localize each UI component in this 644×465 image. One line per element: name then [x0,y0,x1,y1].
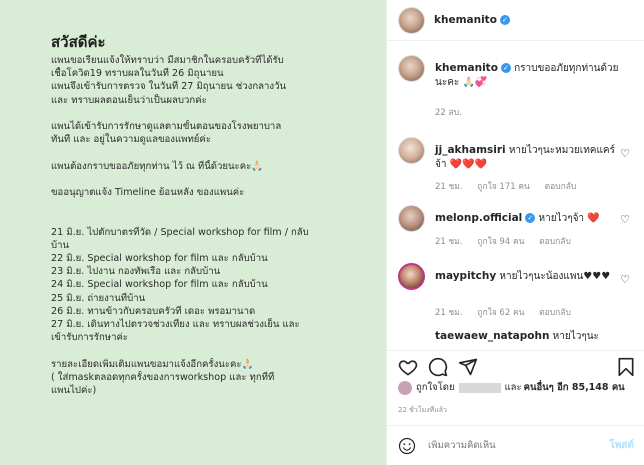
like-comment-icon[interactable]: ♡ [620,273,630,286]
post-image-line [51,212,371,225]
comment-likes[interactable]: ถูกใจ 171 คน [477,182,530,192]
likes-others-link[interactable]: คนอื่นๆ อีก 85,148 คน [523,382,625,393]
comment-username[interactable]: khemanito [435,62,498,74]
verified-icon: ✓ [501,63,511,73]
avatar[interactable] [398,7,425,34]
comment-username[interactable]: maypitchy [435,270,497,282]
post-image-line: แพนต้องกราบขออภัยทุกท่าน ไว้ ณ ที่นี้ด้วยนะคะ🙏🏻 [51,160,264,172]
likes-suffix: และ [504,382,522,393]
bookmark-icon[interactable] [616,357,636,377]
comment-body [435,61,625,90]
comment-body [435,211,625,226]
post-image-line [51,146,371,159]
post-image-line [51,107,371,120]
avatar[interactable] [398,137,425,164]
list-item [398,263,638,319]
heart-emoji: ❤️ [587,213,600,224]
reply-button[interactable]: ตอบกลับ [539,237,571,247]
action-bar [387,350,644,380]
comment-text: หายไวๆจ้า [538,213,585,224]
comment-input[interactable] [428,440,578,451]
like-comment-icon[interactable]: ♡ [620,147,630,160]
post-image-line [51,173,371,186]
comment-text: หายไวๆนะ [552,331,599,342]
post-image-line: ทันที และ อยู่ในความดูแลของแพทย์ค่ะ [51,134,211,146]
post-image-text [51,54,371,397]
comment-meta [435,179,588,193]
post-image-line: 22 มิ.ย. Special workshop for film และ กลับบ้าน [51,252,268,264]
smile-icon[interactable] [398,437,416,455]
comment-text: หายไวๆนะน้องแพน♥♥♥ [499,271,611,282]
comment-text: หายไวๆนะหมวยเทคแคร์จ้า [435,145,615,170]
post-image-line: ขออนุญาตแจ้ง Timeline ย้อนหลัง ของแพนค่ะ [51,186,245,198]
avatar[interactable] [398,205,425,232]
heart-icon[interactable] [398,357,418,377]
comment-username[interactable]: melonp.official [435,212,523,224]
post-image-line: รายละเอียดเพิ่มเติมแพนขอมาแจ้งอีกครั้งนะคะ🙏🏻 [51,358,254,370]
post-image-line: บ้าน [51,239,70,251]
heart-emoji: ❤️❤️❤️ [449,159,488,170]
comment-likes[interactable]: ถูกใจ 94 คน [477,237,525,247]
verified-icon: ✓ [500,15,510,25]
likes-summary [398,380,643,395]
blurred-username [459,383,501,393]
avatar[interactable] [398,263,425,290]
post-image-line [51,199,371,212]
like-comment-icon[interactable]: ♡ [620,213,630,226]
list-item [398,137,638,197]
avatar[interactable] [398,55,425,82]
post-image-line: ( ใส่maskตลอดทุกครั้งของการworkshop และ ทุกที่ที่ [51,371,275,383]
post-image-line: 23 มิ.ย. ไปงาน กองทัพเรือ และ กลับบ้าน [51,266,221,278]
post-image-line: แพนจึงเข้ารับการตรวจ ในวันที่ 27 มิถุนายน ช่วงกลางวัน [51,81,287,93]
post-image-line: แพนขอเรียนแจ้งให้ทราบว่า มีสมาชิกในครอบครัวที่ได้รับ [51,55,284,66]
comment-body [435,269,625,284]
likes-prefix: ถูกใจโดย [416,382,455,393]
comment-meta [435,105,474,119]
post-side-panel [386,0,644,465]
comment-username[interactable]: jj_akhamsiri [435,144,506,156]
post-image-line: 27 มิ.ย. เดินทางไปตรวจช่วงเที่ยง และ ทราบผลช่วงเย็น และ [51,318,300,330]
post-image-line: แพนไปค่ะ) [51,384,97,396]
post-timestamp: 22 ชั่วโมงที่แล้ว [398,406,447,414]
caption-comment [398,55,638,125]
post-image-line: เชื้อโควิด19 ทราบผลในวันที่ 26 มิถุนายน [51,68,224,80]
list-item [398,205,638,255]
comment-text: กราบขออภัยทุกท่านด้วยนะคะ 🙏🏻💞 [435,63,619,88]
post-image-line: 21 มิ.ย. ไปตักบาตรที่วัด / Special workshop for film / กลับ [51,226,309,238]
comment-body [435,143,625,172]
share-icon[interactable] [458,357,478,377]
post-image-line: แพนได้เข้ารับการรักษาดูแลตามขั้นตอนของโรงพยาบาล [51,121,282,132]
comment-likes[interactable]: ถูกใจ 62 คน [477,308,525,318]
header-username[interactable]: khemanito [434,14,497,26]
comment-time: 21 ชม. [435,237,463,247]
post-button[interactable]: โพสต์ [609,440,634,451]
post-image-line: เข้ารับการรักษาค่ะ [51,332,129,344]
post-image-line: 25 มิ.ย. ถ่ายงานที่บ้าน [51,292,146,304]
comment-icon[interactable] [428,357,448,377]
post-image-title: สวัสดีค่ะ [51,33,106,51]
avatar[interactable] [398,381,412,395]
post-header [387,0,644,41]
comment-username[interactable]: taewaew_natapohn [435,330,550,342]
reply-button[interactable]: ตอบกลับ [544,182,577,192]
post-image-line [51,344,371,357]
post-image-line: 24 มิ.ย. Special workshop for film และ กลับบ้าน [51,279,268,291]
comment-meta [435,305,583,319]
list-item [398,329,638,343]
post-image-line: และ ทราบผลตอนเย็นว่าเป็นผลบวกค่ะ [51,94,207,106]
add-comment-bar [387,425,644,465]
verified-icon: ✓ [525,213,535,223]
comment-time: 22 สบ. [435,108,462,118]
comment-time: 21 ชม. [435,308,463,318]
reply-button[interactable]: ตอบกลับ [539,308,571,318]
comment-meta [435,234,583,248]
comment-time: 21 ชม. [435,182,463,192]
post-image-line: 26 มิ.ย. ทานข้าวกับครอบครัวที่ เดอะ พรอมานาด [51,305,256,317]
comment-body [435,329,625,343]
